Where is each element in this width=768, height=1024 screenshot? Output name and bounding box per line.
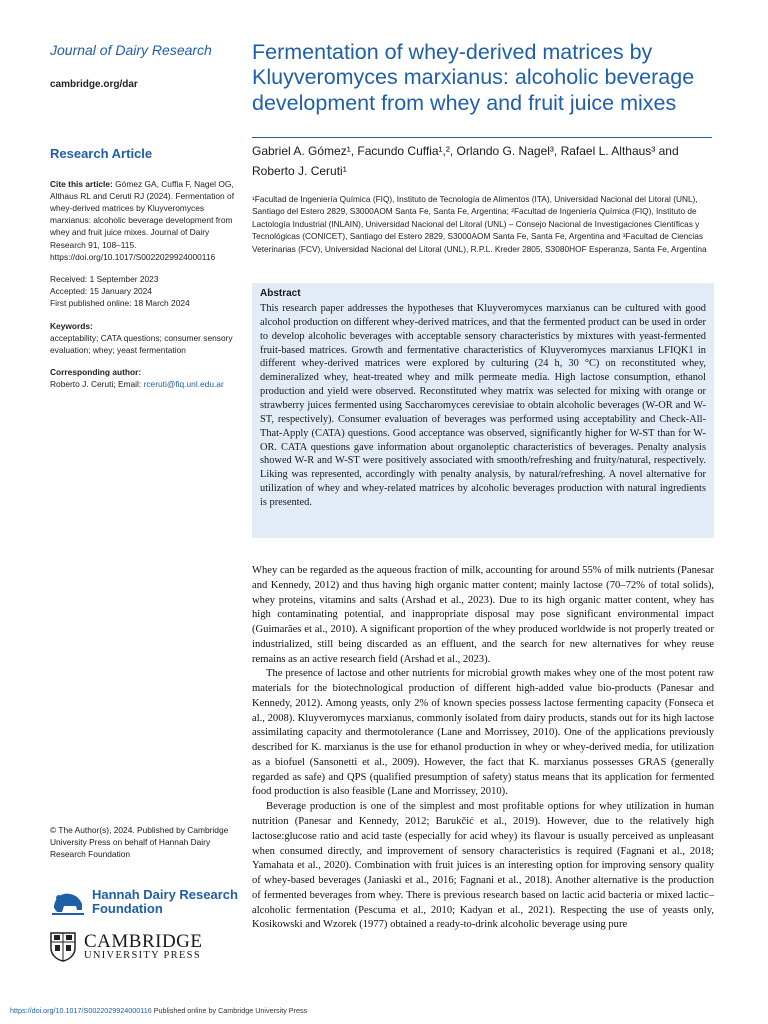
cambridge-logo	[50, 930, 250, 964]
cambridge-press: UNIVERSITY PRESS	[84, 950, 201, 962]
title-divider	[252, 137, 712, 138]
keywords-block	[50, 320, 238, 357]
hannah-cow-icon	[50, 886, 86, 918]
affiliations: ¹Facultad de Ingeniería Química (FIQ), Instituto de Tecnología de Alimentos (ITA), Universidad Nacional del Litoral (UNL), Santiago del Estero 2829, S3000AOM Santa Fe, Santa Fe, Argentina; ²Facultad de Ingeniería Química (FIQ), Instituto de Lactología Industrial (INLAIN), Universidad Nacional del Litoral (UNL) – Consejo Nacional de Investigaciones Científicas y Tecnológicas (CONICET), Santiago del Estero 2829, S3000AOM Santa Fe, Santa Fe, Argentina and ³Facultad de Ciencias Veterinarias (FCV), Universidad Nacional del Litoral (UNL), R.P.L. Kreder 2805, S3080HOF Esperanza, Santa Fe, Argentina	[252, 194, 707, 254]
body-paragraph-1: Whey can be regarded as the aqueous fraction of milk, accounting for around 55% of milk nutrients (Panesar and Kennedy, 2012) and thus having high organic matter content; mainly lactose (70–72% of total solids), whey proteins, vitamins and salts (Arshad et al., 2023). Due to its high organic matter content, whey has high contaminating potential, and inappropriate disposal may pose significant environmental impact (Guimarães et al., 2010). A significant proportion of the whey produced worldwide is not properly treated or industrialized, still being discarded as an effluent, and the search for new alternatives for whey reuse remains as an active research field (Arshad et al., 2023).	[252, 565, 714, 665]
corresponding-block	[50, 366, 238, 390]
hannah-name: Hannah Dairy Research	[92, 887, 238, 903]
citation-block	[50, 178, 238, 263]
corresponding-name: Roberto J. Ceruti; Email:	[50, 379, 142, 390]
footer-published: Published online by Cambridge University Press	[151, 1006, 308, 1015]
journal-url[interactable]: cambridge.org/dar	[50, 79, 138, 91]
cambridge-name: CAMBRIDGE	[84, 931, 203, 953]
hannah-foundation: Foundation	[92, 901, 163, 916]
hannah-logo	[50, 884, 250, 920]
abstract-box	[252, 283, 714, 538]
cite-text: Gómez GA, Cuffia F, Nagel OG, Althaus RL and Ceruti RJ (2024). Fermentation of whey-derived matrices by Kluyveromyces marxianus: alcoholic beverage development from whey and fruit juice mixes. Journal of Dairy Research 91, 108–115. https://doi.org/10.1017/S0022029924000116	[50, 178, 235, 262]
body-paragraph-3: Beverage production is one of the simplest and most profitable options for whey utilization in human nutrition (Panesar and Kennedy, 2012; Barukčić et al., 2019). However, due to the relatively high lactose:glucose ratio and acid taste (especially for acid whey) its flavour is usually perceived as unpleasant when consumed directly, and improvement of sensory characteristics is required (Fagnani et al., 2018; Yamahata et al., 2020). Combination with fruit juices is an interesting option for improving sensory quality of whey-based beverages (Janiaski et al., 2016; Fagnani et al., 2018). Another alternative is the production of fermented beverages from whey. There is previous research based on lactic acid bacteria or mixed lactic–alcoholic fermentation (Pescuma et al., 2010; Kadyan et al., 2021). Respecting the use of yeasts only, Kosikowski and Wzorek (1977) obtained a ready-to-drink alcoholic beverage using pure	[252, 801, 714, 931]
dates-block	[50, 273, 238, 310]
accepted-date: Accepted: 15 January 2024	[50, 286, 152, 297]
article-type: Research Article	[50, 145, 153, 161]
keywords-label: Keywords:	[50, 320, 93, 331]
article-body	[252, 564, 714, 933]
footer-doi-link[interactable]: https://doi.org/10.1017/S0022029924000116	[10, 1006, 152, 1015]
body-paragraph-2: The presence of lactose and other nutrients for microbial growth makes whey one of the most potent raw materials for the biotechnological production of different high-added value bio-products (Panesar and Kennedy, 2012). Among yeasts, only 2% of known species possess lactose fermenting capacity (Fonseca et al., 2008). Kluyveromyces marxianus, commonly isolated from dairy products, stands out for its high lactose assimilating capacity and thermotolerance (Lane and Morrissey, 2010). One of the applications previously described for K. marxianus is the use for ethanol production in whey or whey-derived media, for utilization as a biofuel (Sansonetti et al., 2009). However, the fact that K. marxianus possesses GRAS (generally regarded as safe) and QPS (qualified presumption of safety) status means that its application for fermented food production is also feasible (Lane and Morrissey, 2010).	[252, 668, 714, 798]
article-title: Fermentation of whey-derived matrices by Kluyveromyces marxianus: alcoholic beverage development from whey and fruit juice mixes	[252, 40, 695, 115]
abstract-heading: Abstract	[260, 288, 301, 299]
journal-name[interactable]: Journal of Dairy Research	[50, 42, 212, 58]
corresponding-label: Corresponding author:	[50, 367, 142, 378]
cite-label: Cite this article:	[50, 178, 113, 189]
author-list: Gabriel A. Gómez¹, Facundo Cuffia¹,², Orlando G. Nagel³, Rafael L. Althaus³ and Roberto J. Ceruti¹	[252, 144, 679, 178]
page-footer	[10, 1006, 307, 1015]
corresponding-email-link[interactable]: rceruti@fiq.unl.edu.ar	[143, 379, 224, 390]
keywords-text: acceptability; CATA questions; consumer sensory evaluation; whey; yeast fermentation	[50, 332, 233, 355]
abstract-text: This research paper addresses the hypotheses that Kluyveromyces marxianus can be cultured with good alcohol production on different whey-derived matrices, and that the fermented product can be used in order to develop alcoholic beverages with acceptable sensory characteristics by mixtures with yeast-fermented fruit-based matrices. Growth and fermentative characteristics of Kluyveromyces marxianus LFIQK1 in different whey-derived matrices were explored by culturing (24 h, 30 °C) on reconstituted whey, demineralized whey, heat-treated whey and milk permeate media. High lactose consumption, ethanol production and yield were observed. Reconstituted whey matrix was selected for mixing with orange or strawberry juices fermented using Saccharomyces cerevisiae to obtain alcoholic beverages (W-OR and W-ST, respectively). Consumer evaluation of beverages was performed using acceptability and Check-All-That-Apply (CATA) questions. Good acceptance was observed, significantly higher for W-ST than for W-OR. CATA questions gave information about organoleptic characteristics of beverages. Penalty analysis showed W-R and W-ST were positively associated with smooth/refreshing and fruity/natural, respectively. Liking was represented, accordingly with penalty analysis, by natural/refreshing. A novel alternative for utilization of whey and whey-related matrices by alcoholic beverages production with natural ingredients is presented.	[260, 303, 706, 509]
copyright-notice: © The Author(s), 2024. Published by Cambridge University Press on behalf of Hannah Dairy Research Foundation	[50, 825, 229, 860]
sidebar	[50, 40, 238, 400]
cambridge-shield-icon	[50, 932, 76, 962]
received-date: Received: 1 September 2023	[50, 273, 159, 284]
published-date: First published online: 18 March 2024	[50, 298, 190, 309]
